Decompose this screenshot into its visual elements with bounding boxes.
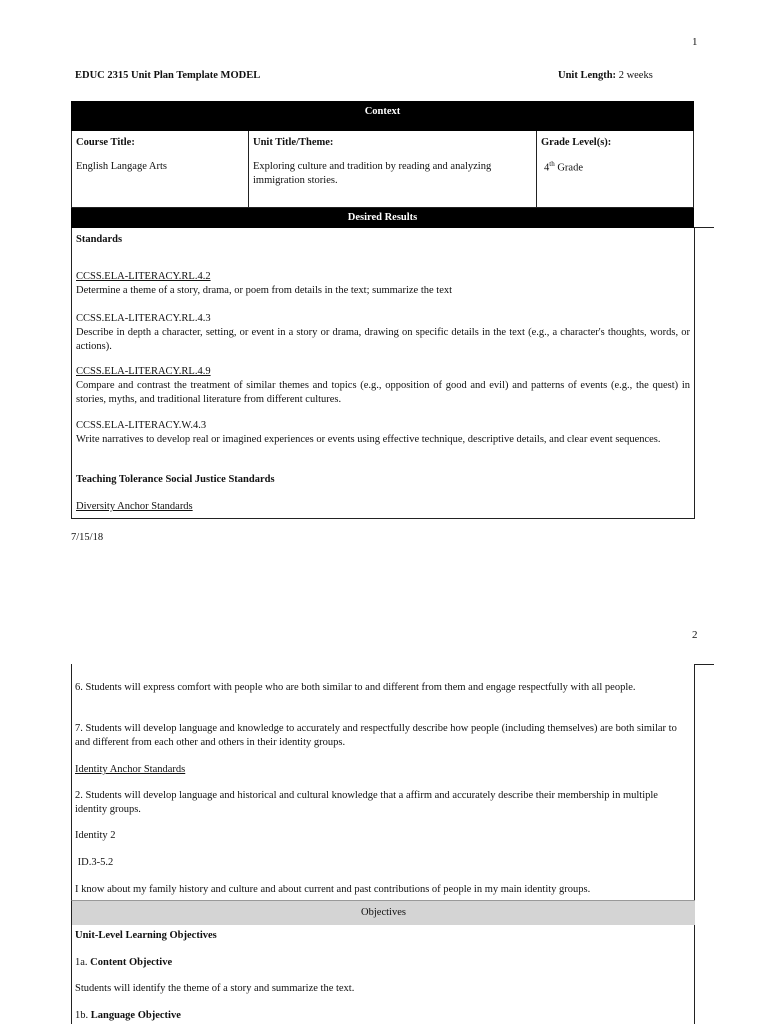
standard-item [76,270,690,298]
identity-anchor-link[interactable]: Identity Anchor Standards [75,764,186,775]
objective-title: Content Objective [90,957,173,968]
identity-code: ID.3-5.2 [75,857,114,868]
objective-1a-text: Students will identify the theme of a story and summarize the text. [75,983,355,994]
standards-box [71,228,695,519]
diversity-anchor-link[interactable]: Diversity Anchor Standards [76,501,193,512]
standard-item [76,312,690,354]
standard-text: Determine a theme of a story, drama, or poem from details in the text; summarize the text [76,284,453,296]
course-title-cell [72,131,249,207]
divider [71,664,72,901]
objective-prefix: 1b. [75,1010,89,1021]
divider [71,925,72,1024]
identity-label: Identity 2 [75,830,116,841]
standards-heading: Standards [76,234,123,245]
unit-length [558,69,653,83]
tolerance-heading: Teaching Tolerance Social Justice Standards [76,474,275,485]
objective-prefix: 1a. [75,957,88,968]
divider [694,664,695,1024]
standard-code: CCSS.ELA-LITERACY.W.4.3 [76,420,207,431]
standard-code-link[interactable]: CCSS.ELA-LITERACY.RL.4.2 [76,271,211,282]
objectives-heading: Objectives [71,900,695,925]
divider [694,227,714,228]
desired-results-heading: Desired Results [71,208,694,228]
standard-code: CCSS.ELA-LITERACY.RL.4.3 [76,313,211,324]
context-heading: Context [71,101,694,131]
objective-title: Language Objective [90,1010,181,1021]
course-title-label: Course Title: [76,137,135,148]
grade-word: Grade [557,162,583,174]
objective-1b-title [75,1009,687,1023]
document-title: EDUC 2315 Unit Plan Template MODEL [75,70,261,81]
page-number: 2 [692,629,698,641]
standard-text: Write narratives to develop real or imagined experiences or events using effective technique, descriptive details, and clear event sequences. [76,433,661,445]
divider [694,664,714,665]
course-title-value: English Langage Arts [76,160,167,172]
standard-code-link[interactable]: CCSS.ELA-LITERACY.RL.4.9 [76,366,211,377]
grade-num: 4 [544,162,550,174]
standard-text: Describe in depth a character, setting, or event in a story or drama, drawing on specific details in the text (e.g., a character's thoughts, words, or actions). [76,326,690,352]
standard-text: Compare and contrast the treatment of similar themes and topics (e.g., opposition of good and evil) and patterns of events (e.g., the quest) in stories, myths, and traditional literature from different cultures. [76,379,690,405]
grade-level-cell [537,131,695,207]
objective-1a-title [75,956,687,970]
unit-objectives-heading: Unit-Level Learning Objectives [75,930,217,941]
identity-standard-6: 6. Students will express comfort with people who are both similar to and different from them and engage respectfully with all people. [75,682,636,693]
footer-date: 7/15/18 [71,532,104,543]
context-table [71,131,694,208]
i-know-statement: I know about my family history and culture and about current and past contributions of people in my main identity groups. [75,884,591,895]
grade-suffix: th [549,159,555,168]
unit-theme-label: Unit Title/Theme: [253,137,334,148]
grade-level-label: Grade Level(s): [541,137,612,148]
page-number: 1 [692,36,698,48]
unit-theme-cell [249,131,537,207]
unit-length-label: Unit Length: [558,70,617,81]
standard-item [76,419,690,447]
identity-standard-2: 2. Students will develop language and historical and cultural knowledge that a affirm and accurately describe their membership in multiple identity groups. [75,790,658,815]
unit-length-value: 2 weeks [618,70,653,81]
standard-item [76,365,690,407]
identity-standard-7: 7. Students will develop language and knowledge to accurately and respectfully describe how people (including themselves) are both similar to and different from each other and others in their identity groups. [75,723,677,748]
unit-theme-value: Exploring culture and tradition by reading and analyzing immigration stories. [253,160,492,186]
grade-level-value [541,160,691,175]
